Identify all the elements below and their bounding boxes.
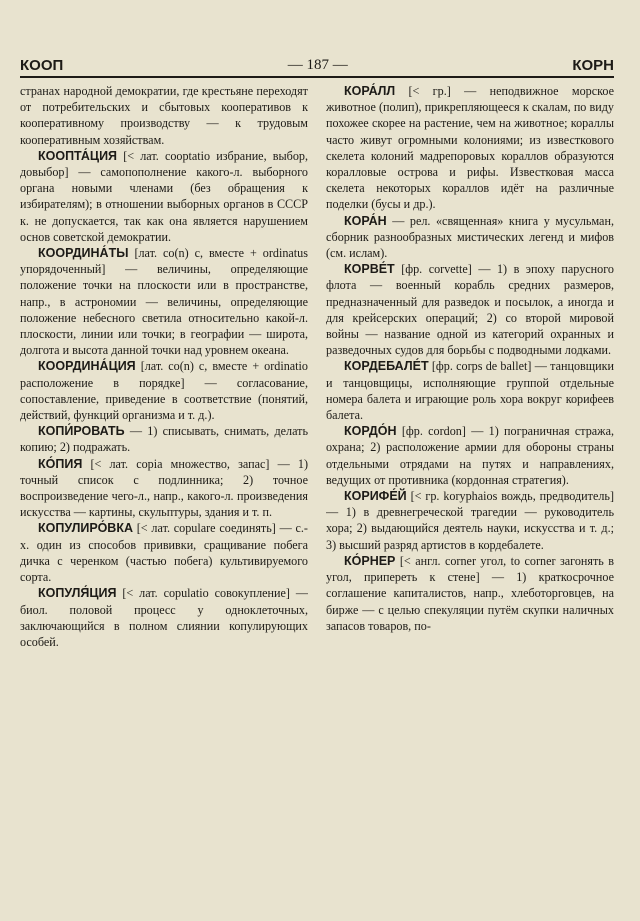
entry-definition: [фр. cordon] — 1) пограничная стража, охрана; 2) расположение армии для обороны страны отдельными отрядами на путях и направлениях, ведущих от противника (кордонная стратегия). bbox=[326, 424, 614, 487]
right-column bbox=[326, 83, 614, 895]
entry-headword: КОРА́Н bbox=[344, 213, 387, 228]
dictionary-entry bbox=[20, 245, 308, 358]
entry-headword: КО́ПИЯ bbox=[38, 456, 83, 471]
dictionary-entry bbox=[326, 83, 614, 213]
entry-headword: КООПТА́ЦИЯ bbox=[38, 148, 118, 163]
entry-headword: КО́РНЕР bbox=[344, 553, 396, 568]
entry-definition: [< лат. cooptatio избрание, выбор, довыбор] — самопополнение какого-л. выборного органа новыми членами (без обращения к избирателям); в отношении выборных органов в СССР к. не допускается, так как она является нарушением основ советской демократии. bbox=[20, 148, 308, 244]
entry-headword: КООРДИНА́ТЫ bbox=[38, 246, 129, 261]
page-number: — 187 — bbox=[287, 56, 348, 73]
dictionary-entry bbox=[326, 553, 614, 634]
dictionary-entry bbox=[20, 148, 308, 245]
dictionary-entry bbox=[326, 213, 614, 262]
entry-definition: [лат. co(n) с, вместе + ordinatio расположение в порядке] — согласование, сопоставление, приведение в соответствие (понятий, действий, функций организма и т. д.). bbox=[20, 359, 308, 423]
entry-headword: КОРДЕБАЛЕ́Т bbox=[344, 359, 429, 374]
dictionary-entry bbox=[326, 261, 614, 358]
dictionary-entry bbox=[20, 423, 308, 455]
header-right-guide-word: КОРН bbox=[572, 56, 614, 74]
entry-headword: КОРИФЕ́Й bbox=[344, 489, 407, 504]
entry-headword: КОРВЕ́Т bbox=[344, 262, 395, 277]
entry-definition: [фр. corps de ballet] — танцовщики и танцовщицы, исполняющие группой отдельные номера балета и играющие роль хора вокруг корифеев балета. bbox=[326, 359, 614, 423]
entry-headword: КОРА́ЛЛ bbox=[344, 84, 396, 98]
left-column bbox=[20, 83, 308, 895]
running-header bbox=[20, 54, 614, 78]
dictionary-entry bbox=[20, 585, 308, 650]
dictionary-entry bbox=[326, 488, 614, 553]
dictionary-entry bbox=[326, 423, 614, 488]
dictionary-entry bbox=[20, 83, 308, 148]
entry-headword: КОПИ́РОВАТЬ bbox=[38, 424, 125, 439]
entry-headword: КОПУЛИРО́ВКА bbox=[38, 521, 133, 536]
entry-definition: [< гр.] — неподвижное морское животное (полип), прикрепляющееся к скалам, по виду похожее скорее на растение, чем на животное; кораллы часто живут огромными колониями; из известкового скелета колоний мадрепоровых кораллов образуются коралловые острова и рифы. Известковая масса скелета некоторых кораллов идёт на различные поделки (бусы и др.). bbox=[326, 84, 614, 212]
header-left-guide-word: КООП bbox=[20, 56, 64, 74]
entry-definition: [< англ. corner угол, to corner загонять в угол, припереть к стене] — 1) краткосрочное соглашение капиталистов, напр., хлеботорговцев, на бирже — с целью спекуляции путём скупки наличных запасов товаров, по- bbox=[326, 553, 614, 633]
entry-definition: странах народной демократии, где крестьяне переходят от потребительских и сбытовых кооперативов к кооперативному производству — к трудовым кооперативным хозяйствам. bbox=[20, 84, 308, 147]
entry-definition: [< гр. koryphaios вождь, предводитель] — 1) в древнегреческой трагедии — руководитель хора; 2) выдающийся деятель науки, искусства и т. д.; 3) высший разряд артистов в кордебалете. bbox=[326, 489, 614, 552]
dictionary-entry bbox=[20, 520, 308, 585]
entry-definition: — 1) списывать, снимать, делать копию; 2) подражать. bbox=[20, 424, 308, 455]
entry-definition: — рел. «священная» книга у мусульман, сборник разнообразных мистических легенд и мифов (см. ислам). bbox=[326, 213, 614, 261]
dictionary-entry bbox=[326, 358, 614, 423]
entry-definition: [< лат. copia множество, запас] — 1) точный список с подлинника; 2) точное воспроизведение чего-л., напр., какого-л. произведения искусства — картины, скульптуры, здания и т. п. bbox=[20, 456, 308, 520]
two-column-text bbox=[20, 83, 614, 895]
dictionary-entry bbox=[20, 358, 308, 423]
entry-definition: [< лат. copulatio совокупление] — биол. половой процесс у одноклеточных, заключающийся в полном слиянии копулирующих особей. bbox=[20, 586, 308, 649]
entry-definition: [лат. co(n) с, вместе + ordinatus упорядоченный] — величины, определяющие положение точки на плоскости или в пространстве, напр., в астрономии — величины, определяющие положение небесного светила относительно какой-л. плоскости, линии или точки; в географии — широта, долгота и высота данной точки над уровнем океана. bbox=[20, 246, 308, 358]
entry-headword: КОРДО́Н bbox=[344, 424, 397, 439]
entry-headword: КОПУЛЯ́ЦИЯ bbox=[38, 586, 117, 601]
entry-definition: [фр. corvette] — 1) в эпоху парусного флота — военный корабль средних размеров, предназначенный для разведок и посылок, а иногда и для крейсерских операций; 2) со второй мировой войны — название одной из категорий охранных и разведочных судов для борьбы с подводными лодками. bbox=[326, 262, 614, 358]
entry-headword: КООРДИНА́ЦИЯ bbox=[38, 359, 136, 374]
dictionary-entry bbox=[20, 456, 308, 521]
entry-definition: [< лат. copulare соединять] — с.-х. один из способов прививки, сращивание побега дичка с черенком (частью побега) культивируемого сорта. bbox=[20, 521, 308, 585]
